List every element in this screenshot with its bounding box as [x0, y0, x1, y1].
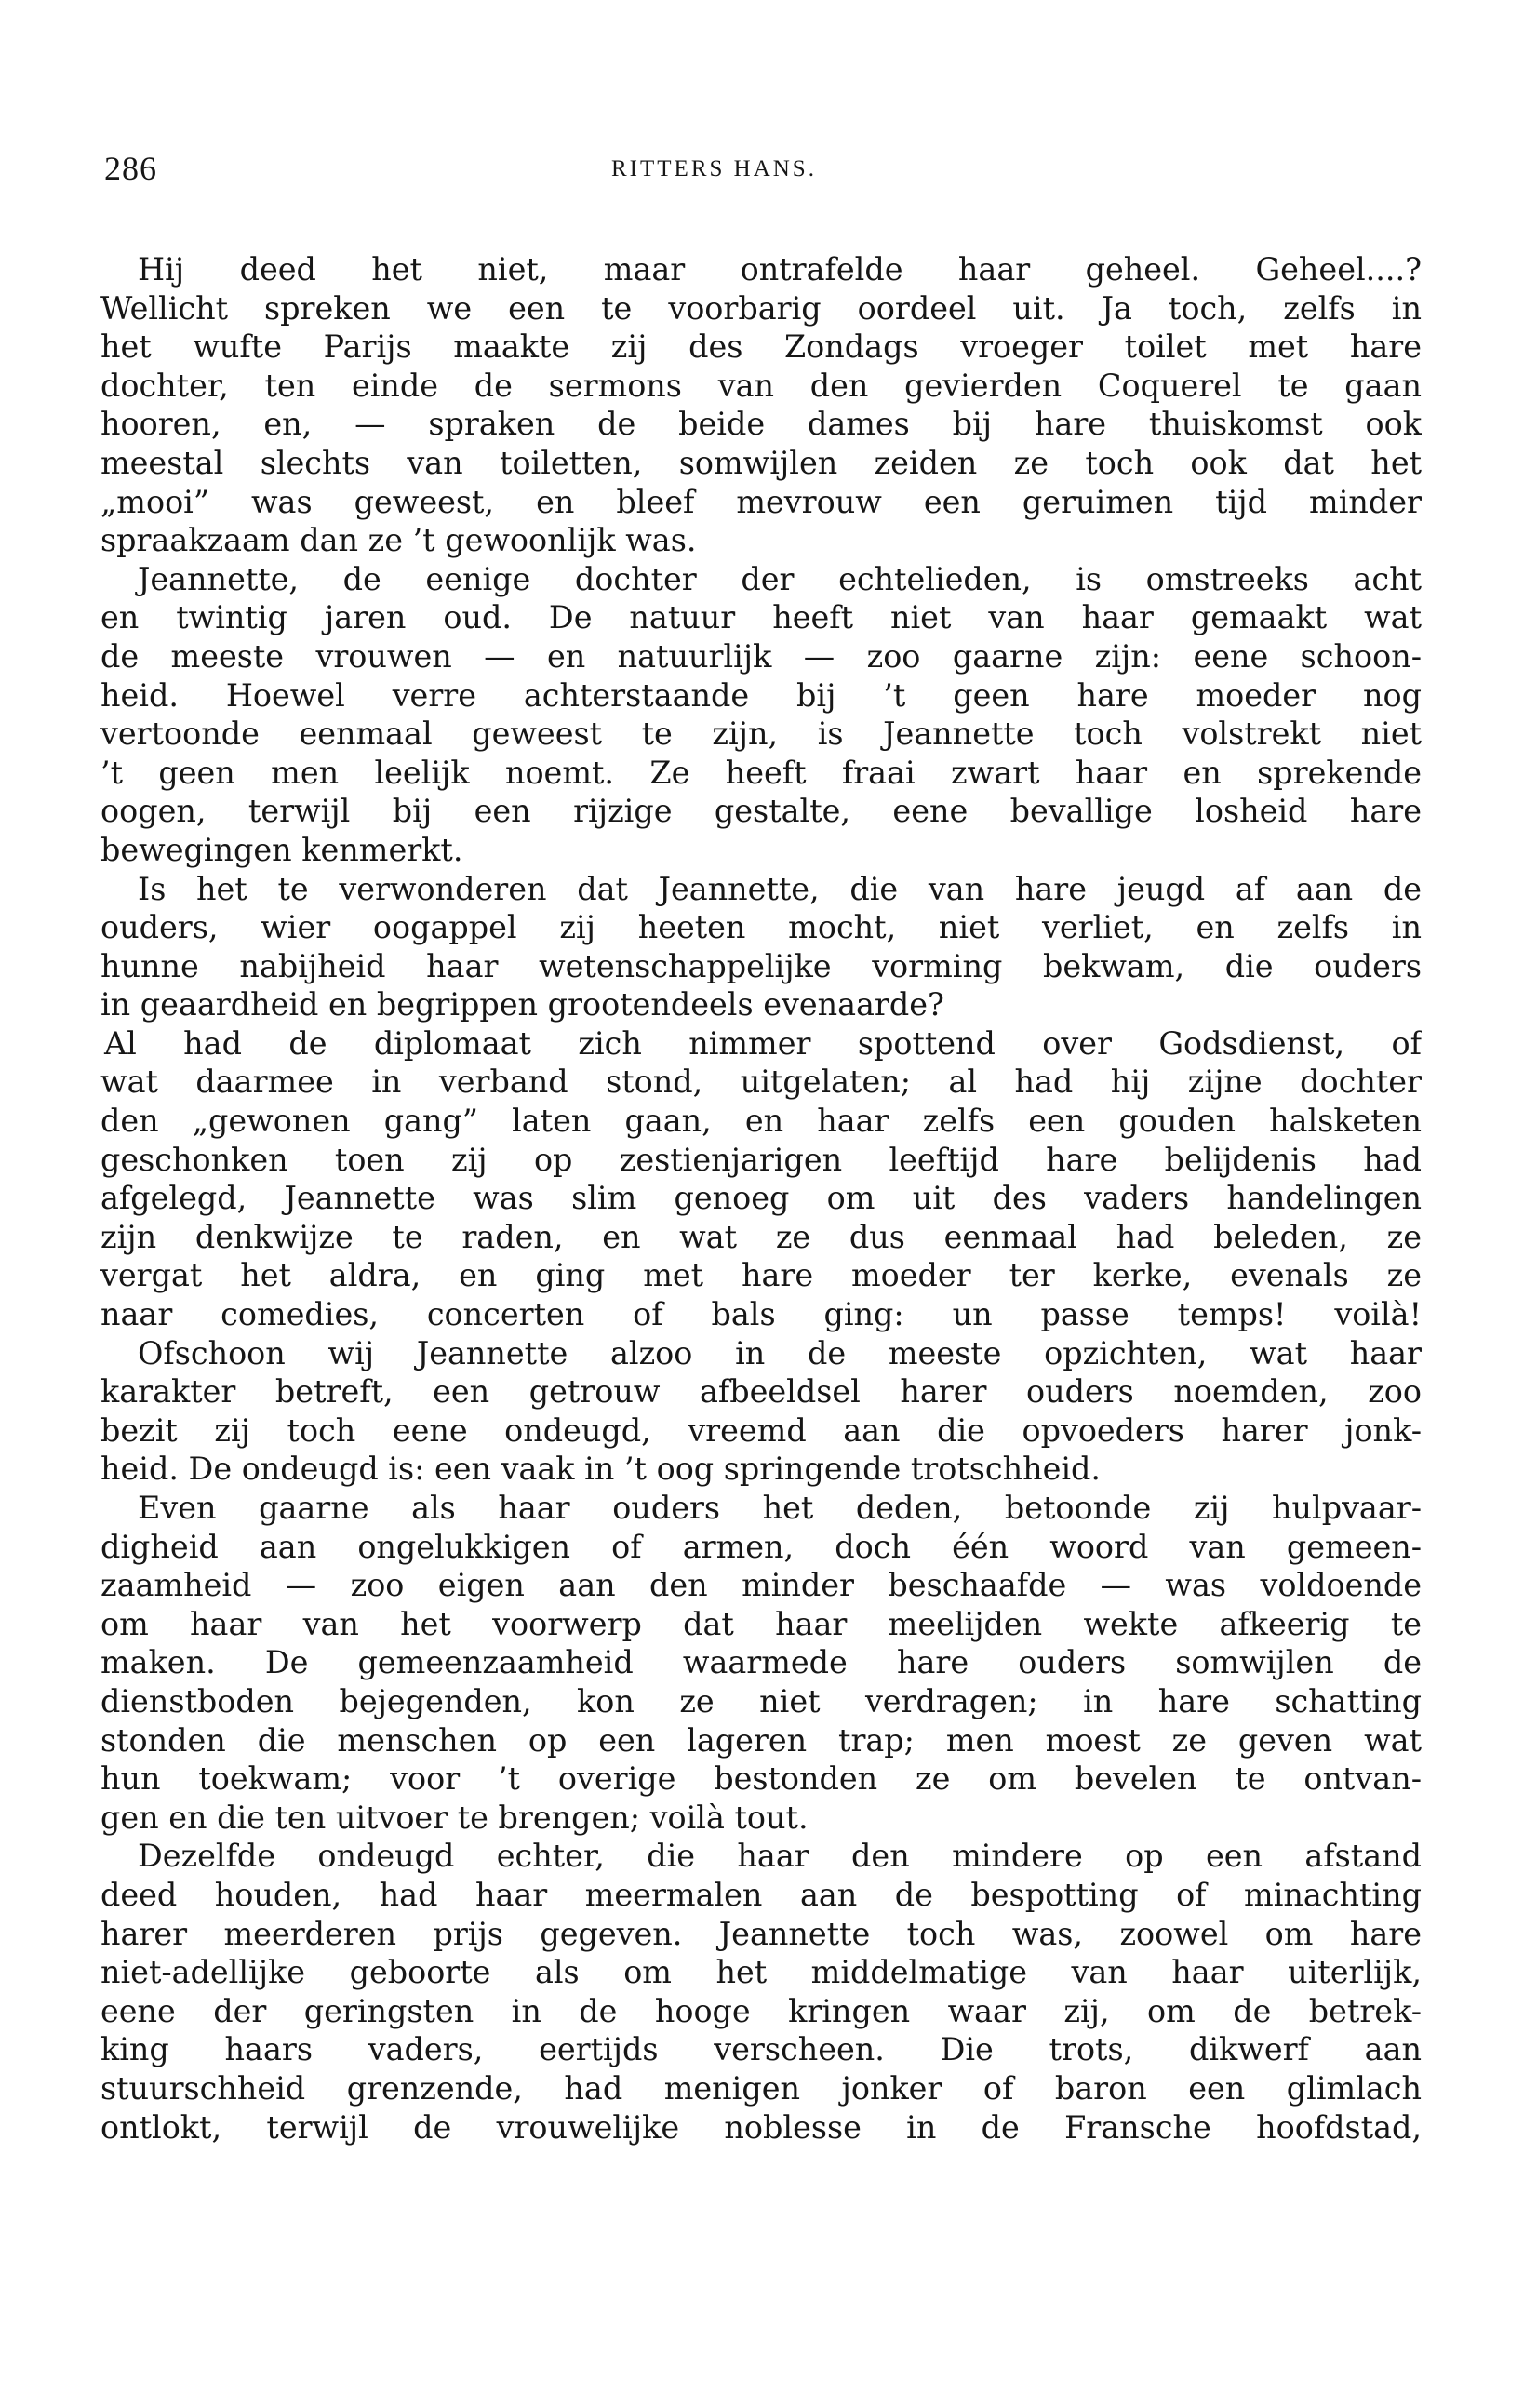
text-line: karakter betreft, een getrouw afbeeldsel harer ouders noemden, zoo	[100, 1373, 1422, 1411]
text-line: hun toekwam; voor ’t overige bestonden ze om bevelen te ontvan-	[100, 1760, 1422, 1798]
text-line: spraakzaam dan ze ’t gewoonlijk was.	[100, 522, 697, 559]
running-title: RITTERS HANS.	[611, 156, 817, 181]
text-line: digheid aan ongelukkigen of armen, doch één woord van gemeen-	[100, 1528, 1422, 1565]
text-line: Dezelfde ondeugd echter, die haar den mindere op een afstand	[138, 1838, 1422, 1875]
text-line: oogen, terwijl bij een rijzige gestalte, eene bevallige losheid hare	[100, 793, 1422, 830]
text-line: om haar van het voorwerp dat haar meelijden wekte afkeerig te	[100, 1605, 1422, 1642]
text-line: vertoonde eenmaal geweest te zijn, is Jeannette toch volstrekt niet	[100, 716, 1422, 753]
text-line: afgelegd, Jeannette was slim genoeg om uit des vaders handelingen	[100, 1180, 1422, 1217]
text-line: en twintig jaren oud. De natuur heeft niet van haar gemaakt wat	[100, 599, 1422, 636]
text-line: eene der geringsten in de hooge kringen waar zij, om de betrek-	[100, 1992, 1422, 2029]
text-line: „mooi” was geweest, en bleef mevrouw een geruimen tijd minder	[100, 483, 1422, 520]
text-line: meestal slechts van toiletten, somwijlen zeiden ze toch ook dat het	[100, 444, 1422, 481]
text-line: Even gaarne als haar ouders het deden, betoonde zij hulpvaar-	[138, 1490, 1422, 1526]
text-line: vergat het aldra, en ging met hare moeder ter kerke, evenals ze	[100, 1257, 1422, 1294]
text-line: heid. De ondeugd is: een vaak in ’t oog springende trotschheid.	[100, 1451, 1102, 1488]
text-line: dienstboden bejegenden, kon ze niet verdragen; in hare schatting	[100, 1682, 1422, 1719]
text-line: het wufte Parijs maakte zij des Zondags vroeger toilet met hare	[100, 328, 1422, 366]
body-text	[100, 250, 1422, 2147]
text-line: Jeannette, de eenige dochter der echtelieden, is omstreeks acht	[138, 560, 1422, 597]
text-line: deed houden, had haar meermalen aan de bespotting of minachting	[100, 1876, 1422, 1913]
text-line: naar comedies, concerten of bals ging: un passe temps! voilà!	[100, 1296, 1422, 1333]
text-line: heid. Hoewel verre achterstaande bij ’t geen hare moeder nog	[100, 676, 1422, 714]
text-line: ’t geen men leelijk noemt. Ze heeft fraai zwart haar en sprekende	[100, 754, 1422, 791]
text-line: niet-adellijke geboorte als om het middelmatige van haar uiterlijk,	[100, 1954, 1422, 1991]
text-line: stuurschheid grenzende, had menigen jonker of baron een glimlach	[100, 2069, 1422, 2107]
text-line: bewegingen kenmerkt.	[100, 831, 463, 868]
text-line: den „gewonen gang” laten gaan, en haar zelfs een gouden halsketen	[100, 1103, 1422, 1140]
text-line: maken. De gemeenzaamheid waarmede hare ouders somwijlen de	[100, 1644, 1422, 1681]
text-line: king haars vaders, eertijds verscheen. Die trots, dikwerf aan	[100, 2031, 1422, 2068]
text-line: Is het te verwonderen dat Jeannette, die van hare jeugd af aan de	[138, 870, 1422, 907]
text-line: stonden die menschen op een lageren trap; men moest ze geven wat	[100, 1721, 1422, 1759]
text-line: geschonken toen zij op zestienjarigen leeftijd hare belijdenis had	[100, 1141, 1422, 1178]
text-line: in geaardheid en begrippen grootendeels evenaarde?	[100, 986, 944, 1023]
text-line: Al had de diplomaat zich nimmer spottend over Godsdienst, of	[104, 1024, 1422, 1062]
text-line: zijn denkwijze te raden, en wat ze dus eenmaal had beleden, ze	[100, 1218, 1422, 1255]
text-line: de meeste vrouwen — en natuurlijk — zoo gaarne zijn: eene schoon-	[100, 637, 1422, 675]
page-header	[104, 149, 1444, 195]
text-line: wat daarmee in verband stond, uitgelaten; al had hij zijne dochter	[100, 1064, 1422, 1101]
text-line: dochter, ten einde de sermons van den gevierden Coquerel te gaan	[100, 367, 1422, 404]
text-line: harer meerderen prijs gegeven. Jeannette toch was, zoowel om hare	[100, 1915, 1422, 1952]
text-line: hunne nabijheid haar wetenschappelijke vorming bekwam, die ouders	[100, 947, 1422, 984]
text-line: bezit zij toch eene ondeugd, vreemd aan die opvoeders harer jonk-	[100, 1411, 1422, 1449]
text-line: hooren, en, — spraken de beide dames bij hare thuiskomst ook	[100, 406, 1422, 443]
text-line: Hij deed het niet, maar ontrafelde haar geheel. Geheel....?	[138, 251, 1422, 288]
text-line: gen en die ten uitvoer te brengen; voilà tout.	[100, 1799, 809, 1836]
text-line: ouders, wier oogappel zij heeten mocht, niet verliet, en zelfs in	[100, 909, 1422, 946]
text-line: Wellicht spreken we een te voorbarig oordeel uit. Ja toch, zelfs in	[100, 289, 1422, 327]
page-number: 286	[104, 150, 157, 187]
text-line: ontlokt, terwijl de vrouwelijke noblesse in de Fransche hoofdstad,	[100, 2108, 1422, 2146]
text-line: zaamheid — zoo eigen aan den minder beschaafde — was voldoende	[100, 1567, 1422, 1604]
text-line: Ofschoon wij Jeannette alzoo in de meeste opzichten, wat haar	[138, 1334, 1422, 1371]
